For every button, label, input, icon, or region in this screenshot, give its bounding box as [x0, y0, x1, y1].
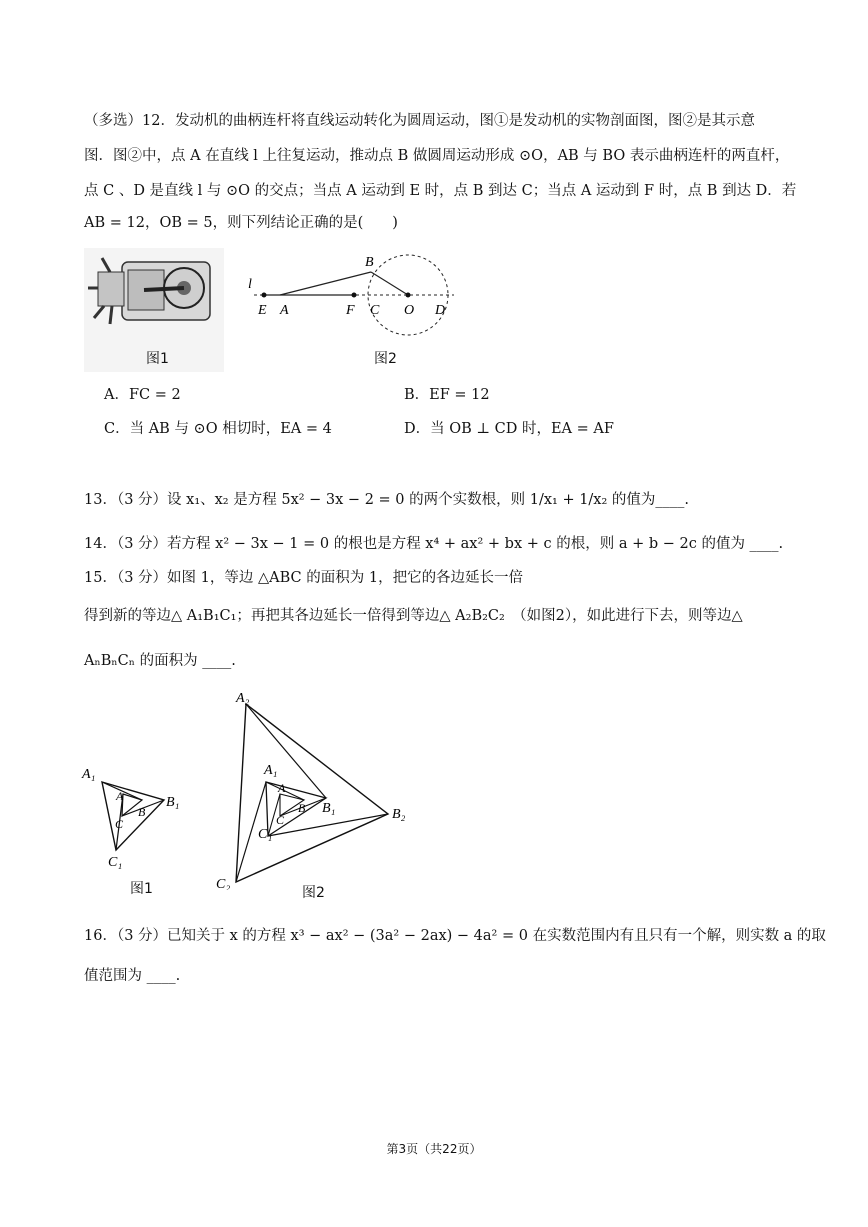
triangle-drawing-1: [80, 760, 190, 870]
rod-bo: [371, 272, 408, 295]
label-c: C: [370, 303, 380, 318]
label-l: l: [248, 277, 252, 292]
t1-label-c1: C₁: [108, 855, 123, 870]
t2-label-b2: B₂: [392, 807, 406, 822]
option-d: D．当 OB ⊥ CD 时，EA = AF: [404, 421, 614, 437]
t1-label-b1: B₁: [166, 795, 180, 810]
t2-label-a: A: [278, 781, 286, 795]
t2-label-c: C: [276, 813, 285, 827]
t1-label-c: C: [115, 817, 124, 831]
t2-label-c1: C₁: [258, 827, 273, 842]
crank-drawing: [236, 248, 456, 348]
q13-text: 13．（3 分）设 x₁、x₂ 是方程 5x² − 3x − 2 = 0 的两个实数根，则 1/x₁ + 1/x₂ 的值为____.: [84, 492, 690, 508]
q16-line-2: 值范围为 ____.: [84, 968, 181, 984]
t2-label-c2: C₂: [216, 877, 231, 890]
label-a: A: [280, 303, 289, 318]
label-b: B: [365, 255, 374, 270]
t2-label-a2: A₂: [236, 691, 250, 706]
label-e: E: [258, 303, 267, 318]
t1-label-a1: A₁: [82, 767, 96, 782]
option-a: A．FC = 2: [104, 387, 181, 403]
label-d: D: [435, 303, 446, 318]
q15-line-1: 15．（3 分）如图 1，等边 △ABC 的面积为 1，把它的各边延长一倍: [84, 570, 524, 586]
q15-fig1-caption: 图1: [130, 881, 153, 897]
option-b: B．EF = 12: [404, 387, 490, 403]
q12-line-2: 图．图②中，点 A 在直线 l 上往复运动，推动点 B 做圆周运动形成 ⊙O，AB 与 BO 表示曲柄连杆的两直杆，: [84, 148, 790, 164]
t1-label-a: A: [116, 789, 124, 803]
q15-fig2-caption: 图2: [302, 885, 325, 901]
q12-line-1: （多选）12．发动机的曲柄连杆将直线运动转化为圆周运动，图①是发动机的实物剖面图，图②是其示意: [84, 113, 755, 129]
fig2-caption: 图2: [374, 351, 397, 367]
page-footer: 第3页（共22页）: [386, 1142, 482, 1156]
label-o: O: [404, 303, 415, 318]
engine-figure: [84, 248, 224, 372]
label-f: F: [346, 303, 355, 318]
q12-line-4: AB = 12，OB = 5，则下列结论正确的是( ): [84, 215, 398, 231]
crank-schematic: [236, 248, 456, 372]
t2-label-b1: B₁: [322, 801, 336, 816]
rod-ab: [280, 272, 371, 295]
triangle-figure-1: [80, 760, 190, 900]
q15-line-3: AₙBₙCₙ 的面积为 ____.: [84, 653, 236, 669]
q16-line-1: 16．（3 分）已知关于 x 的方程 x³ − ax² − (3a² − 2ax) − 4a² = 0 在实数范围内有且只有一个解，则实数 a 的取: [84, 928, 826, 944]
q15-line-2: 得到新的等边△ A₁B₁C₁；再把其各边延长一倍得到等边△ A₂B₂C₂ （如图2），如此进行下去，则等边△: [84, 608, 743, 624]
triangle-drawing-2: [212, 690, 422, 890]
t1-label-b: B: [138, 805, 146, 819]
q12-line-3: 点 C 、D 是直线 l 与 ⊙O 的交点；当点 A 运动到 E 时，点 B 到达 C；当点 A 运动到 F 时，点 B 到达 D．若: [84, 183, 797, 199]
q14-text: 14．（3 分）若方程 x² − 3x − 1 = 0 的根也是方程 x⁴ + ax² + bx + c 的根，则 a + b − 2c 的值为 ____.: [84, 536, 784, 552]
option-c: C．当 AB 与 ⊙O 相切时，EA = 4: [104, 421, 332, 437]
triangle-figure-2: [212, 690, 422, 905]
fig1-caption: 图1: [146, 351, 169, 367]
t2-label-b: B: [298, 801, 306, 815]
t2-label-a1: A₁: [264, 763, 278, 778]
